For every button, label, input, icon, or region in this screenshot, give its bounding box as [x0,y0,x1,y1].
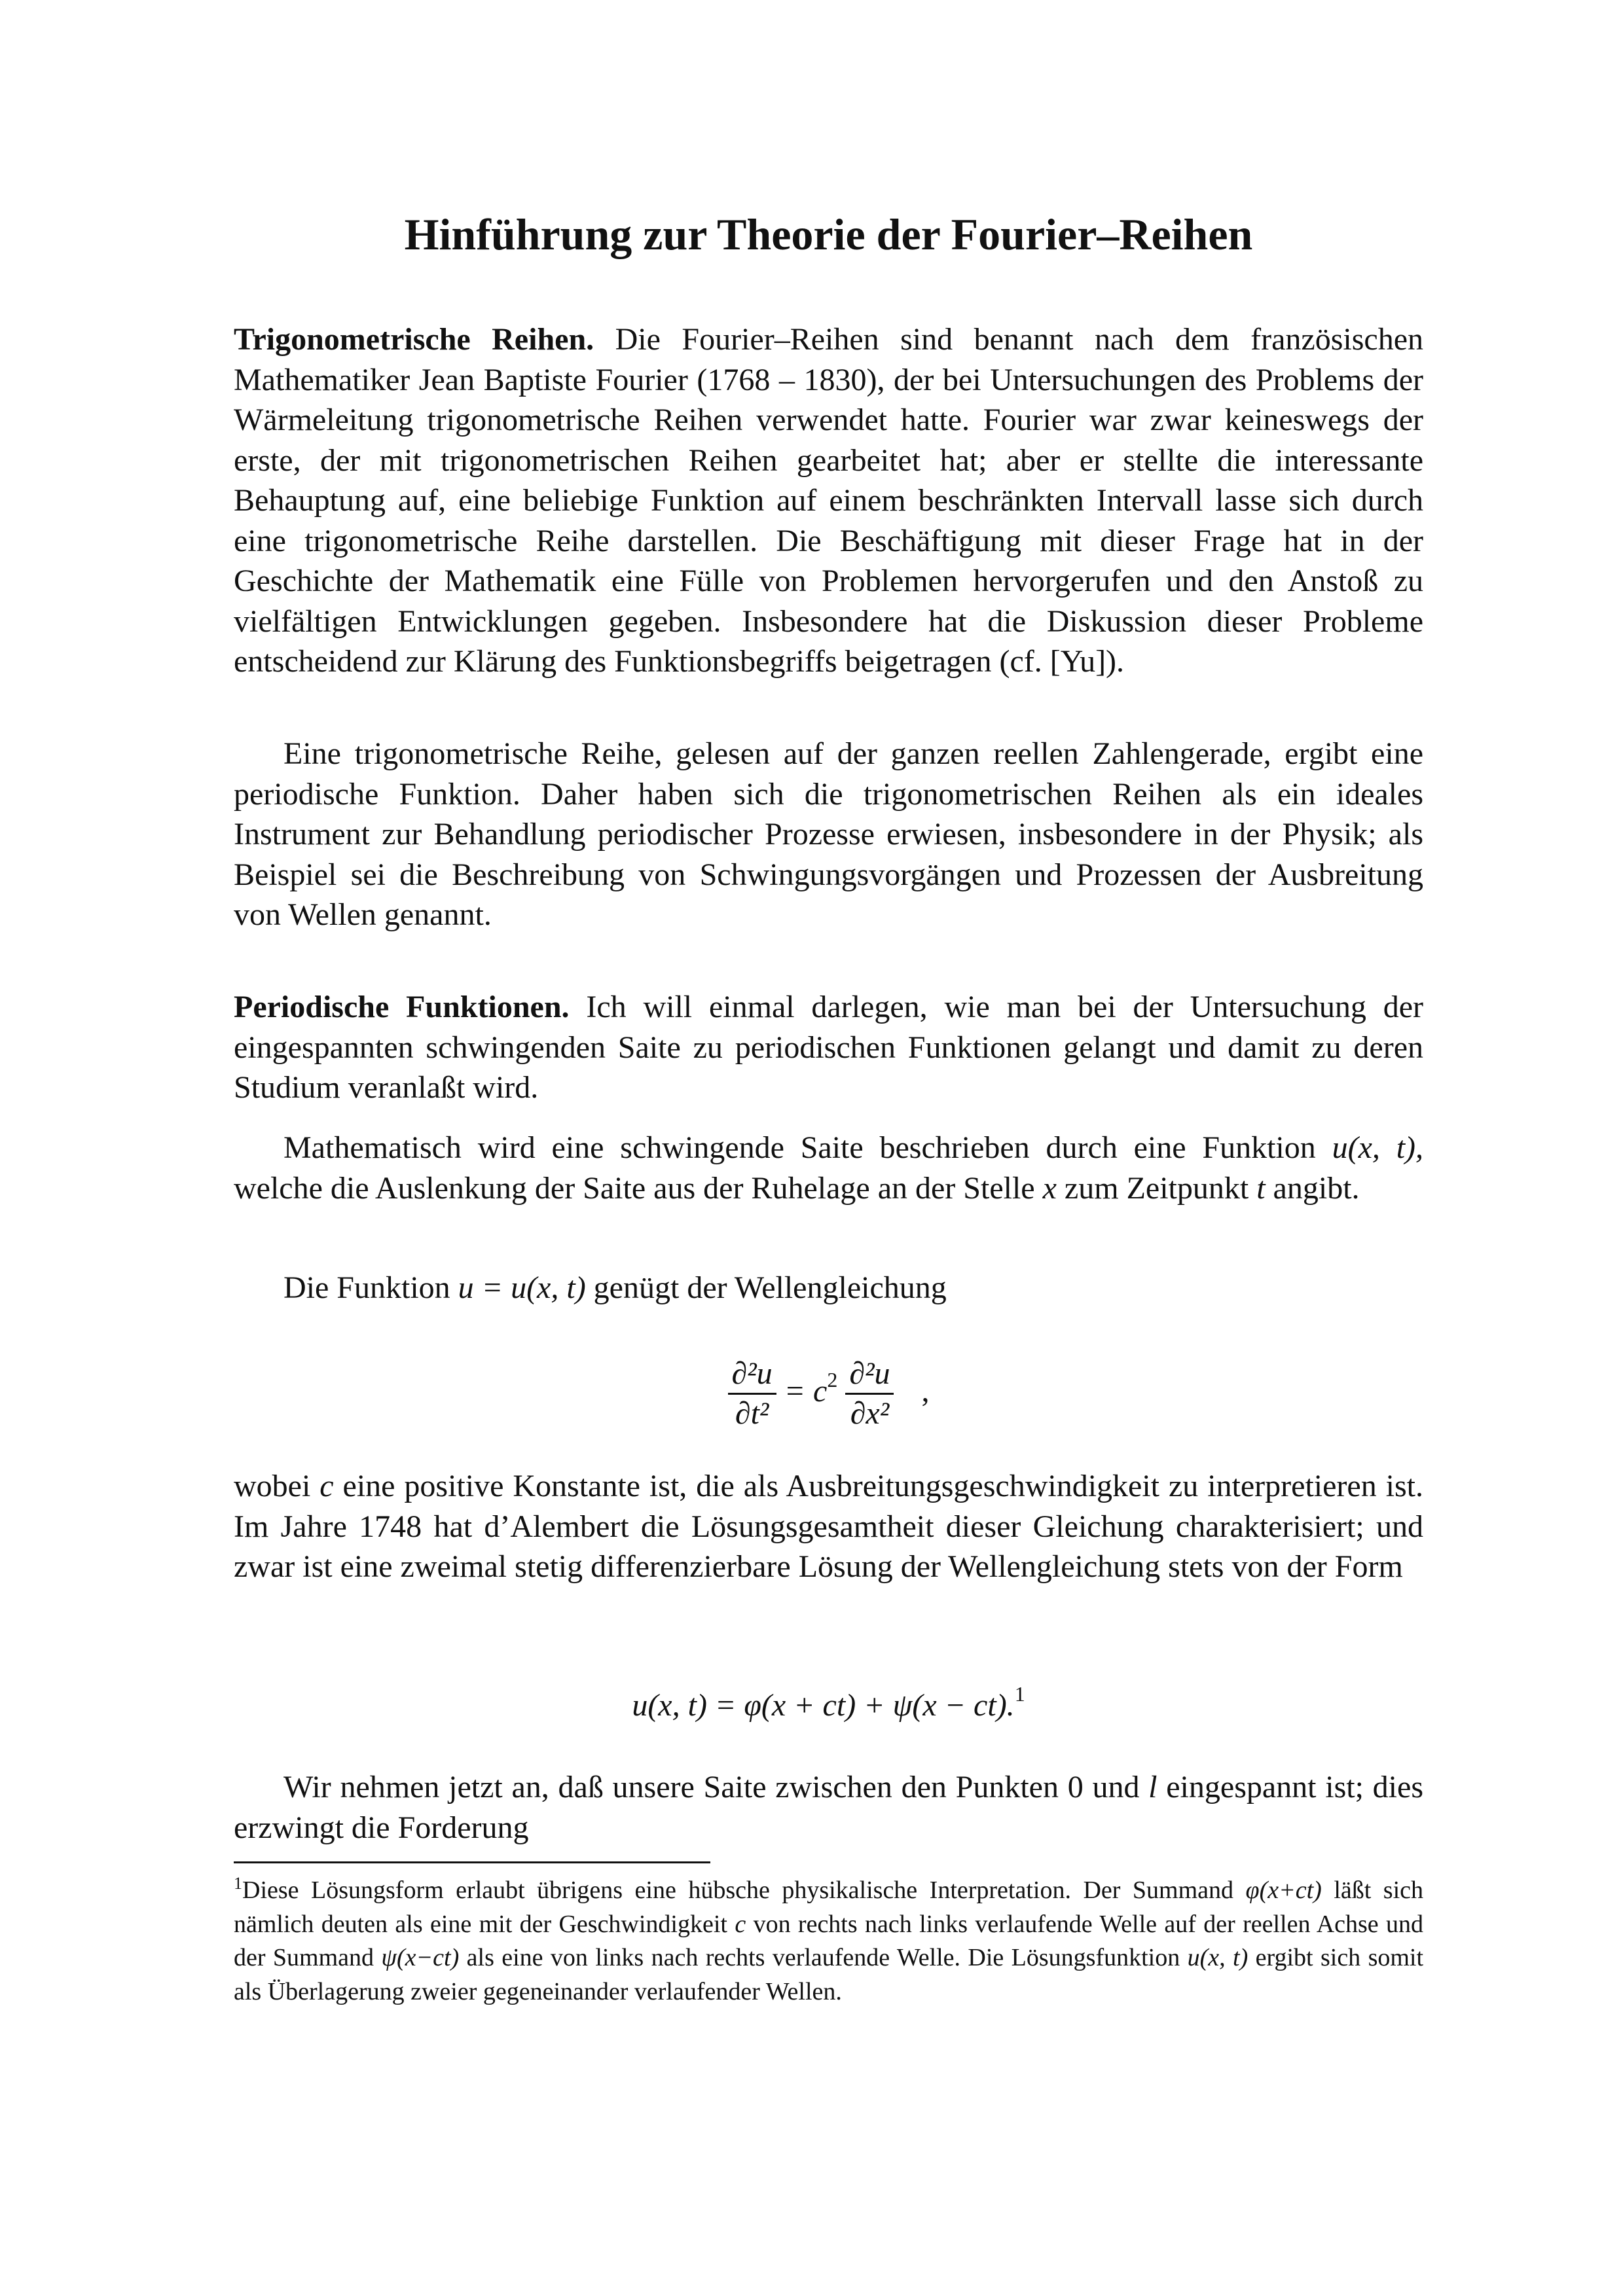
paragraph-dalembert: wobei c eine positive Konstante ist, die als Ausbreitungsgeschwindigkeit zu interpretieren ist. Im Jahre 1748 hat d’Alembert die Lösungsgesamtheit dieser Gleichung charakterisiert; und zwar ist eine zweimal stetig differenzierbare Lösung der Wellengleichung stets von der Form [234,1469,1424,1584]
fraction-rhs: $\frac{\text{∂²u}}{\text{∂x²}}$ [845,1355,894,1433]
footnote-ref: 1 [1014,1682,1025,1706]
section-heading-trig-series: Trigonometrische Reihen. [234,322,594,357]
paragraph-boundary-condition: Wir nehmen jetzt an, daß unsere Saite zwischen den Punkten 0 und l eingespannt ist; dies erzwingt die Forderung [234,1770,1423,1845]
paragraph-periodic-application: Eine trigonometrische Reihe, gelesen auf der ganzen reellen Zahlengerade, ergibt eine periodische Funktion. Daher haben sich die trigonometrischen Reihen als ein ideales Instrument zur Behandlung periodischer Prozesse erwiesen, insbesondere in der Physik; als Beispiel sei die Beschreibung von Schwingungsvorgängen und Prozessen der Ausbreitung von Wellen genannt. [234,736,1423,932]
fraction-lhs: $\frac{\text{∂²u}}{\text{∂t²}}$ [728,1355,776,1433]
section-heading-periodic-functions: Periodische Funktionen. [234,990,570,1024]
wave-equation [234,1355,1423,1433]
footnote-divider [234,1861,710,1863]
math-c: c [319,1469,334,1503]
math-x: x [1042,1170,1057,1206]
paragraph-wave-equation-intro: Die Funktion u = u(x, t) genügt der Wellengleichung [283,1270,947,1305]
footnote-mark: 1 [234,1874,242,1893]
page-title: Hinführung zur Theorie der Fourier–Reihen [404,209,1253,259]
equals-c-squared: = $c^2$ [784,1367,838,1408]
math-t: t [1256,1170,1266,1206]
paragraph-text: Ich will einmal darlegen, wie man bei der Untersuchung der eingespannten schwingenden Saite zu periodischen Funktionen gelangt und damit zu deren Studium veranlaßt wird. [234,990,1424,1105]
math-zero: 0 [1067,1770,1084,1804]
paragraph-text: Die Fourier–Reihen sind benannt nach dem französischen Mathematiker Jean Baptiste Fourier (1768 – 1830), der bei Untersuchungen des Problems der Wärmeleitung trigonometrische Reihen verwendet hatte. Fourier war zwar keineswegs der erste, der mit trigonometrischen Reihen gearbeitet hat; aber er stellte die interessante Behauptung auf, eine beliebige Funktion auf einem beschränkten Intervall lasse sich durch eine trigonometrische Reihe darstellen. Die Beschäftigung mit dieser Frage hat in der Geschichte der Mathematik eine Fülle von Problemen hervorgerufen und den Anstoß zu vielfältigen Entwicklungen gegeben. Insbesondere hat die Diskussion dieser Probleme entscheidend zur Klärung des Funktionsbegriffs beigetragen (cf. [Yu]). [234,322,1424,679]
paragraph-string-function: Mathematisch wird eine schwingende Saite beschrieben durch eine Funktion u(x, t), welche die Auslenkung der Saite aus der Ruhelage an der Stelle x zum Zeitpunkt t angibt. [234,1130,1424,1206]
footnote: $^1$Diese Lösungsform erlaubt übrigens eine hübsche physikalische Interpretation. Der Summand φ(x+ct) läßt sich nämlich deuten als eine mit der Geschwindigkeit c von rechts nach links verlaufende Welle auf der reellen Achse und der Summand ψ(x−ct) als eine von links nach rechts verlaufende Welle. Die Lösungsfunktion u(x, t) ergibt sich somit als Überlagerung zweier gegeneinander verlaufender Wellen. [234,1874,1424,2005]
math-u-definition: u = u(x, t) [458,1270,586,1305]
paragraph-trig-series-intro [234,319,1423,682]
math-l: l [1148,1770,1158,1804]
dalembert-solution: u(x, t) = φ(x + ct) + ψ(x − ct).$^1$ [632,1682,1025,1723]
equation-comma: , [921,1373,930,1408]
math-u-x-t: u(x, t), [1332,1130,1424,1165]
paragraph-periodic-functions-intro [234,987,1423,1108]
